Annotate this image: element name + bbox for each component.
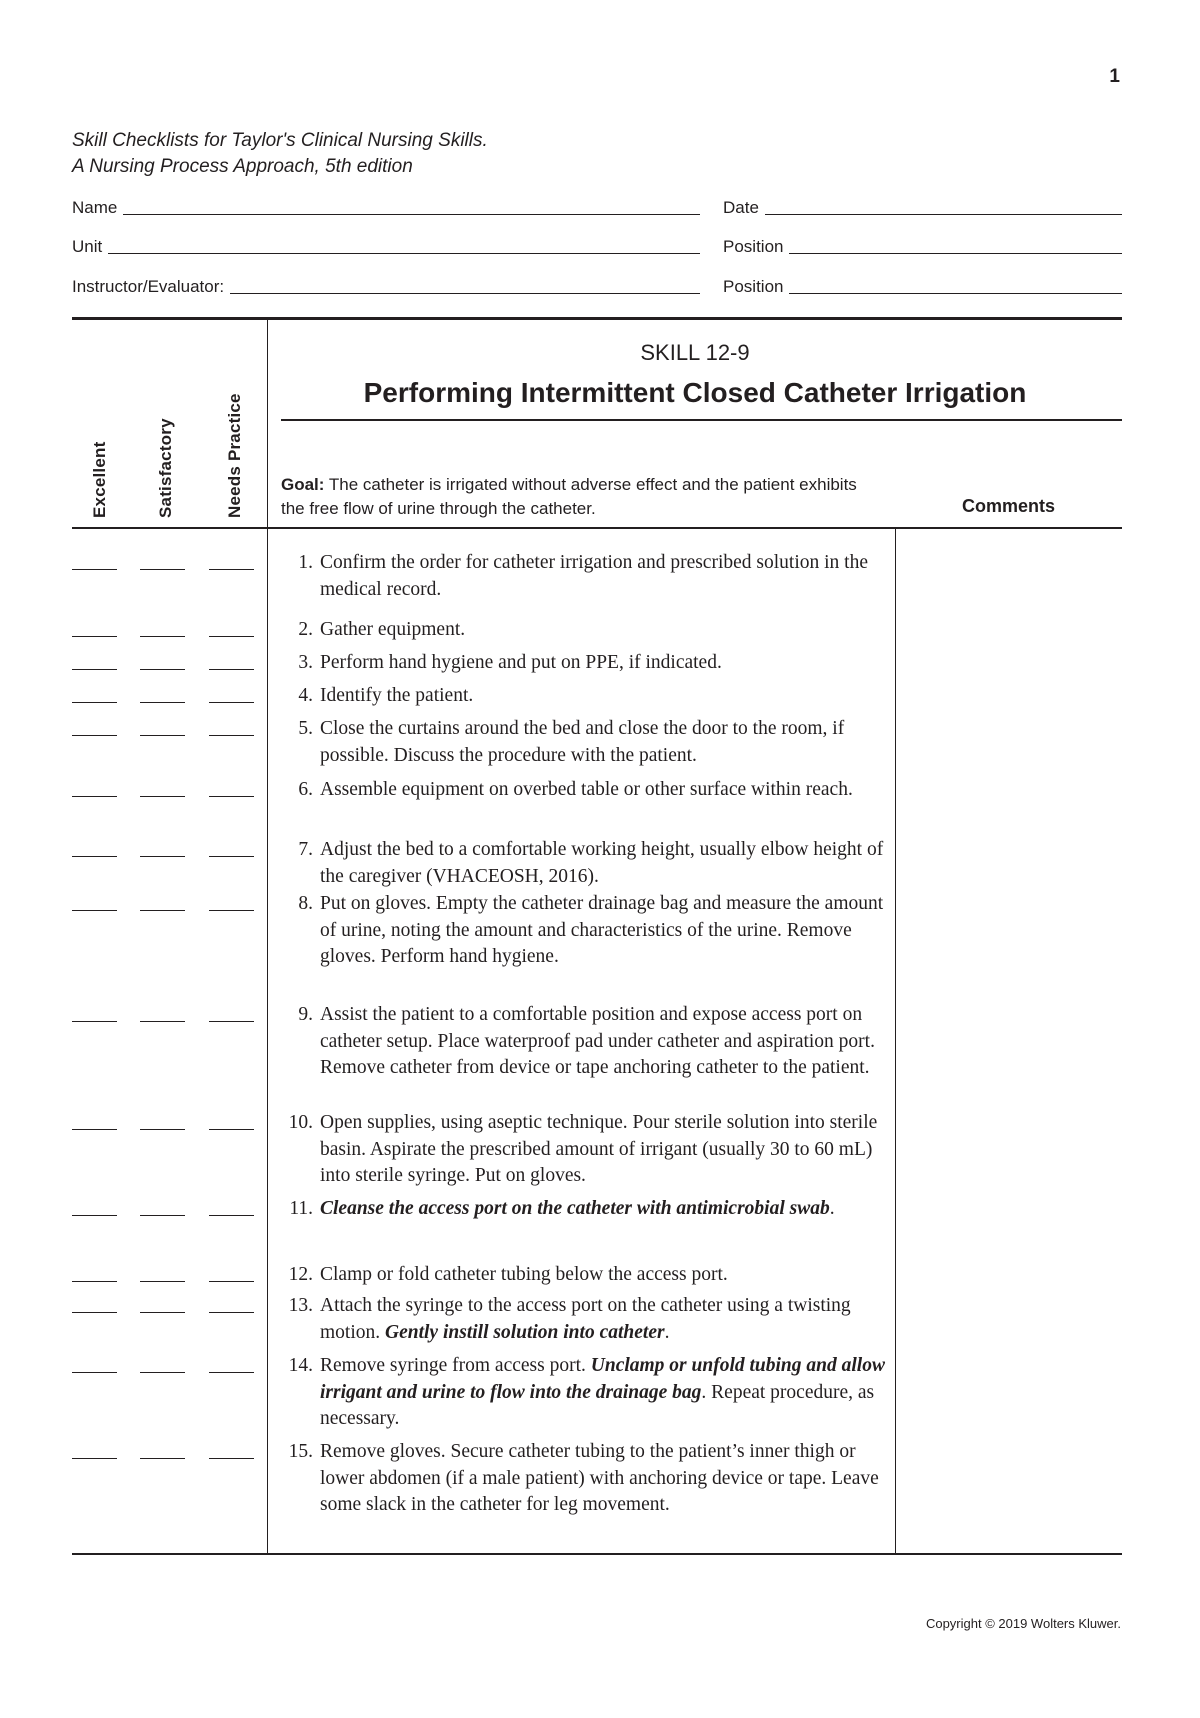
step-1 bbox=[276, 550, 886, 603]
step-12 bbox=[276, 1262, 886, 1289]
step-text-part: Remove gloves. Secure catheter tubing to the patient’s inner thigh or lower abdomen (if a male patient) with anchoring device or tape. Leave some slack in the catheter for leg movement. bbox=[320, 1441, 879, 1515]
page-number: 1 bbox=[1109, 66, 1120, 87]
unit-label: Unit bbox=[72, 237, 103, 256]
step-text bbox=[320, 891, 886, 971]
step-text bbox=[320, 650, 886, 677]
step-text-part: Close the curtains around the bed and close the door to the room, if possible. Discuss the procedure with the patient. bbox=[320, 718, 845, 766]
rating-blank-satisfactory[interactable] bbox=[140, 1281, 185, 1282]
rating-blank-excellent[interactable] bbox=[72, 569, 117, 570]
step-number: 10. bbox=[288, 1112, 313, 1133]
unit-line[interactable] bbox=[108, 253, 700, 254]
date-field[interactable] bbox=[723, 196, 1122, 218]
step-11 bbox=[276, 1196, 886, 1223]
position-field-2[interactable] bbox=[723, 275, 1122, 297]
step-text-part: Attach the syringe to the access port on the catheter using a twisting motion. bbox=[320, 1295, 851, 1343]
step-text-part: Open supplies, using aseptic technique. Pour sterile solution into sterile basin. Aspirate the prescribed amount of irrigant (usually 30 to 60 mL) into sterile syringe. Put on gloves. bbox=[320, 1112, 878, 1186]
book-title-line-1: Skill Checklists for Taylor's Clinical Nursing Skills. bbox=[72, 130, 488, 151]
step-text bbox=[320, 1293, 886, 1346]
goal-text: The catheter is irrigated without adverse effect and the patient exhibits the free flow of urine through the catheter. bbox=[281, 475, 857, 518]
step-text bbox=[320, 1439, 886, 1519]
step-text bbox=[320, 837, 886, 890]
rating-blank-satisfactory[interactable] bbox=[140, 669, 185, 670]
position-label-2: Position bbox=[723, 277, 784, 296]
step-text bbox=[320, 1196, 886, 1223]
goal-statement bbox=[281, 473, 881, 521]
rating-blank-satisfactory[interactable] bbox=[140, 910, 185, 911]
rating-blank-satisfactory[interactable] bbox=[140, 702, 185, 703]
rating-blank-excellent[interactable] bbox=[72, 796, 117, 797]
step-text bbox=[320, 716, 886, 769]
step-number: 3. bbox=[298, 652, 313, 673]
step-text-part: Put on gloves. Empty the catheter drainage bag and measure the amount of urine, noting the amount and characteristics of the urine. Remove gloves. Perform hand hygiene. bbox=[320, 893, 884, 967]
rating-blank-needs-practice[interactable] bbox=[209, 1021, 254, 1022]
step-14 bbox=[276, 1353, 886, 1433]
step-text-part: Assist the patient to a comfortable position and expose access port on catheter setup. Place waterproof pad under catheter and aspiration port. Remove catheter from device or tape anchoring catheter to the patient. bbox=[320, 1004, 875, 1078]
step-text bbox=[320, 777, 886, 804]
rating-blank-excellent[interactable] bbox=[72, 735, 117, 736]
rating-blank-satisfactory[interactable] bbox=[140, 735, 185, 736]
position-label-1: Position bbox=[723, 237, 784, 256]
step-6 bbox=[276, 777, 886, 804]
step-4 bbox=[276, 683, 886, 710]
rating-header-excellent: Excellent bbox=[90, 441, 109, 518]
rating-blank-excellent[interactable] bbox=[72, 702, 117, 703]
step-number: 11. bbox=[289, 1198, 313, 1219]
rating-blank-needs-practice[interactable] bbox=[209, 1458, 254, 1459]
rating-blank-excellent[interactable] bbox=[72, 1281, 117, 1282]
rating-blank-excellent[interactable] bbox=[72, 1312, 117, 1313]
step-text-part: Assemble equipment on overbed table or other surface within reach. bbox=[320, 779, 853, 800]
step-3 bbox=[276, 650, 886, 677]
rating-column-divider bbox=[267, 319, 268, 1554]
step-text bbox=[320, 1002, 886, 1082]
name-field[interactable] bbox=[72, 196, 700, 218]
rating-blank-satisfactory[interactable] bbox=[140, 569, 185, 570]
step-number: 6. bbox=[298, 779, 313, 800]
rating-blank-satisfactory[interactable] bbox=[140, 796, 185, 797]
step-text-part: . bbox=[664, 1321, 670, 1343]
rating-blank-needs-practice[interactable] bbox=[209, 1129, 254, 1130]
step-text bbox=[320, 617, 886, 644]
step-8 bbox=[276, 891, 886, 971]
rating-blank-excellent[interactable] bbox=[72, 910, 117, 911]
step-text-part: Gather equipment. bbox=[320, 619, 466, 640]
rating-blank-needs-practice[interactable] bbox=[209, 856, 254, 857]
step-text-part: Confirm the order for catheter irrigation and prescribed solution in the medical record. bbox=[320, 552, 868, 600]
position-line-2[interactable] bbox=[789, 293, 1122, 294]
table-top-rule bbox=[72, 317, 1122, 320]
rating-blank-needs-practice[interactable] bbox=[209, 796, 254, 797]
rating-blank-needs-practice[interactable] bbox=[209, 1215, 254, 1216]
rating-blank-needs-practice[interactable] bbox=[209, 910, 254, 911]
instructor-line[interactable] bbox=[230, 293, 700, 294]
rating-blank-needs-practice[interactable] bbox=[209, 569, 254, 570]
rating-blank-needs-practice[interactable] bbox=[209, 1372, 254, 1373]
rating-blank-satisfactory[interactable] bbox=[140, 1021, 185, 1022]
step-7 bbox=[276, 837, 886, 890]
step-text-part: Remove syringe from access port. bbox=[320, 1355, 591, 1376]
step-number: 4. bbox=[298, 685, 313, 706]
step-text-part: Identify the patient. bbox=[320, 685, 474, 706]
rating-blank-satisfactory[interactable] bbox=[140, 1129, 185, 1130]
step-text bbox=[320, 1262, 886, 1289]
step-text-part: . Repeat procedure, as necessary. bbox=[320, 1381, 875, 1429]
rating-header-needs-practice: Needs Practice bbox=[225, 393, 244, 518]
instructor-field[interactable] bbox=[72, 275, 700, 297]
name-line[interactable] bbox=[123, 214, 700, 215]
step-text-part: Clamp or fold catheter tubing below the access port. bbox=[320, 1264, 728, 1285]
comments-header: Comments bbox=[962, 496, 1056, 516]
name-label: Name bbox=[72, 198, 118, 217]
rating-blank-satisfactory[interactable] bbox=[140, 1215, 185, 1216]
step-text bbox=[320, 1110, 886, 1190]
step-text bbox=[320, 550, 886, 603]
step-number: 14. bbox=[288, 1355, 313, 1376]
step-15 bbox=[276, 1439, 886, 1519]
step-number: 5. bbox=[298, 718, 313, 739]
rating-blank-excellent[interactable] bbox=[72, 669, 117, 670]
rating-blank-needs-practice[interactable] bbox=[209, 702, 254, 703]
table-bottom-rule bbox=[72, 1553, 1122, 1555]
rating-blank-satisfactory[interactable] bbox=[140, 1458, 185, 1459]
skill-title: Performing Intermittent Closed Catheter Irrigation bbox=[363, 377, 1027, 408]
step-text-part: Adjust the bed to a comfortable working height, usually elbow height of the caregiver (VHACEOSH, 2016). bbox=[320, 839, 884, 887]
step-5 bbox=[276, 716, 886, 769]
step-text bbox=[320, 683, 886, 710]
rating-blank-excellent[interactable] bbox=[72, 1458, 117, 1459]
rating-blank-needs-practice[interactable] bbox=[209, 735, 254, 736]
step-number: 7. bbox=[298, 839, 313, 860]
rating-blank-excellent[interactable] bbox=[72, 1372, 117, 1373]
rating-blank-needs-practice[interactable] bbox=[209, 1281, 254, 1282]
position-field-1[interactable] bbox=[723, 235, 1122, 257]
step-text-part: . bbox=[829, 1198, 835, 1219]
book-title bbox=[72, 128, 488, 180]
rating-blank-needs-practice[interactable] bbox=[209, 669, 254, 670]
date-line[interactable] bbox=[765, 214, 1122, 215]
skill-number: SKILL 12-9 bbox=[640, 340, 750, 365]
step-text-emphasis: Cleanse the access port on the catheter with antimicrobial swab bbox=[320, 1198, 830, 1219]
step-number: 2. bbox=[298, 619, 313, 640]
step-number: 13. bbox=[288, 1295, 313, 1316]
position-line-1[interactable] bbox=[789, 253, 1122, 254]
copyright: Copyright © 2019 Wolters Kluwer. bbox=[925, 1616, 1121, 1631]
step-number: 8. bbox=[298, 893, 313, 914]
rating-blank-satisfactory[interactable] bbox=[140, 856, 185, 857]
rating-blank-excellent[interactable] bbox=[72, 856, 117, 857]
rating-blank-satisfactory[interactable] bbox=[140, 1372, 185, 1373]
step-number: 9. bbox=[298, 1004, 313, 1025]
rating-blank-needs-practice[interactable] bbox=[209, 636, 254, 637]
step-2 bbox=[276, 617, 886, 644]
rating-blank-excellent[interactable] bbox=[72, 636, 117, 637]
book-title-line-2: A Nursing Process Approach, 5th edition bbox=[72, 156, 413, 177]
step-number: 1. bbox=[298, 552, 313, 573]
rating-header-satisfactory: Satisfactory bbox=[156, 418, 175, 518]
step-text-emphasis: Unclamp or unfold tubing and allow irrigant and urine to flow into the drainage bag bbox=[320, 1355, 885, 1403]
rating-blank-excellent[interactable] bbox=[72, 1021, 117, 1022]
step-number: 12. bbox=[288, 1264, 313, 1285]
step-10 bbox=[276, 1110, 886, 1190]
rating-blank-excellent[interactable] bbox=[72, 1215, 117, 1216]
step-text bbox=[320, 1353, 886, 1433]
step-text-emphasis: Gently instill solution into catheter bbox=[385, 1321, 665, 1343]
date-label: Date bbox=[723, 198, 759, 217]
step-13 bbox=[276, 1293, 886, 1346]
step-text-part: Perform hand hygiene and put on PPE, if indicated. bbox=[320, 652, 722, 673]
rating-blank-satisfactory[interactable] bbox=[140, 636, 185, 637]
rating-blank-satisfactory[interactable] bbox=[140, 1312, 185, 1313]
instructor-label: Instructor/Evaluator: bbox=[72, 277, 225, 296]
rating-blank-excellent[interactable] bbox=[72, 1129, 117, 1130]
goal-label: Goal: bbox=[281, 475, 325, 494]
rating-blank-needs-practice[interactable] bbox=[209, 1312, 254, 1313]
step-number: 15. bbox=[288, 1441, 313, 1462]
table-header-rule bbox=[72, 527, 1122, 529]
comments-column-divider bbox=[895, 528, 896, 1554]
step-9 bbox=[276, 1002, 886, 1082]
title-rule bbox=[281, 419, 1122, 421]
unit-field[interactable] bbox=[72, 235, 700, 257]
